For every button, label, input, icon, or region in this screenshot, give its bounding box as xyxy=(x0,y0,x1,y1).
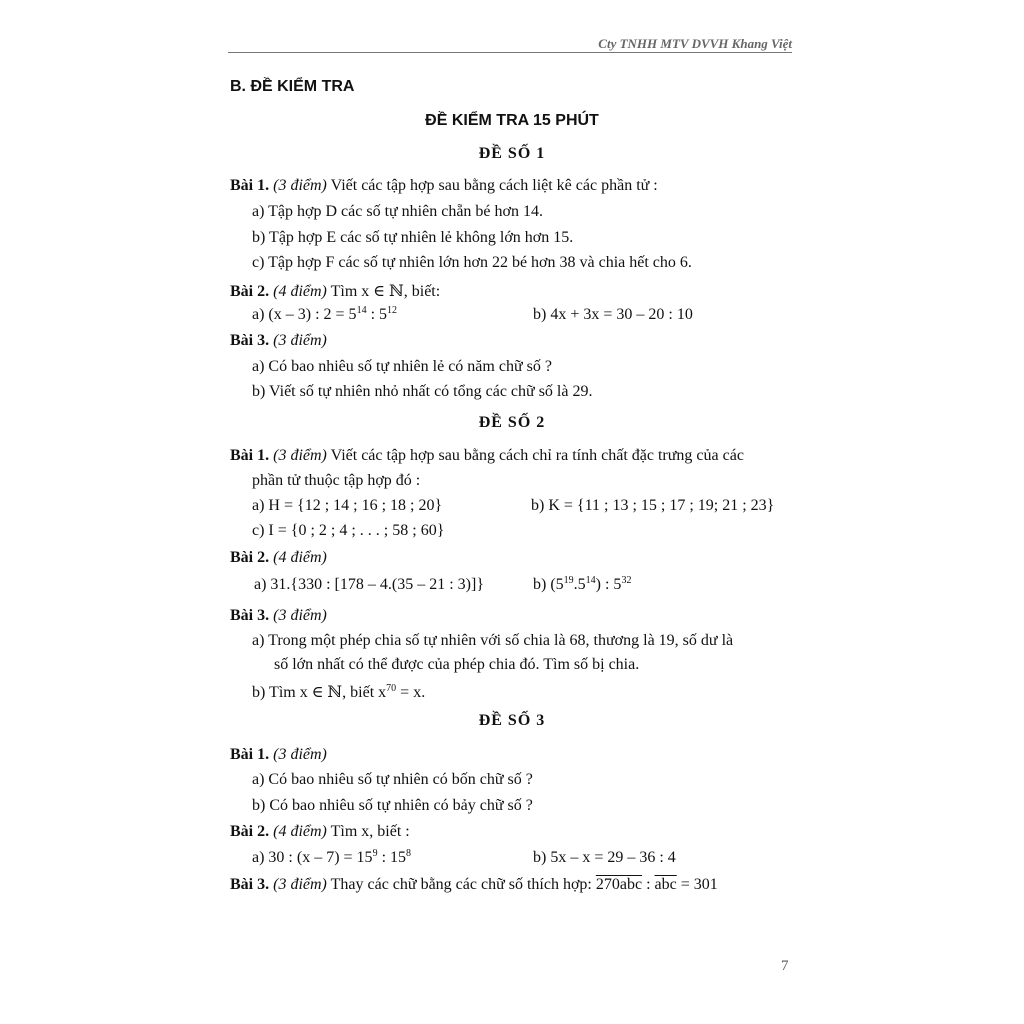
de2-bai1-text: Viết các tập hợp sau bằng cách chỉ ra tính chất đặc trưng của các xyxy=(330,447,744,464)
de1-bai1-a: a) Tập hợp D các số tự nhiên chẵn bé hơn 14. xyxy=(252,203,543,220)
de3-bai1-b: b) Có bao nhiêu số tự nhiên có bảy chữ số ? xyxy=(252,797,533,814)
de2-bai1-c: c) I = {0 ; 2 ; 4 ; . . . ; 58 ; 60} xyxy=(252,522,445,539)
de2-bai3-b xyxy=(252,682,425,702)
de3-bai2-b: b) 5x – x = 29 – 36 : 4 xyxy=(533,849,676,866)
de2-bai1-text2: phần tử thuộc tập hợp đó : xyxy=(252,472,421,489)
de3-bai2-a xyxy=(252,849,411,867)
de1-bai2-points: (4 điểm) xyxy=(273,283,327,300)
de1-bai1-c: c) Tập hợp F các số tự nhiên lớn hơn 22 bé hơn 38 và chia hết cho 6. xyxy=(252,254,692,271)
section-title: B. ĐỀ KIỂM TRA xyxy=(230,78,355,95)
de3-bai1-a: a) Có bao nhiêu số tự nhiên có bốn chữ số ? xyxy=(252,771,533,788)
de3-bai2-text: Tìm x, biết : xyxy=(330,823,410,840)
de3-bai1-label: Bài 1. xyxy=(230,746,270,763)
de1-bai1 xyxy=(230,177,658,195)
de1-bai2-text: Tìm x ∈ ℕ, biết: xyxy=(330,283,441,300)
page-number: 7 xyxy=(781,958,789,974)
de1-bai1-b: b) Tập hợp E các số tự nhiên lẻ không lớn hơn 15. xyxy=(252,229,574,246)
de3-bai3-points: (3 điểm) xyxy=(273,876,327,893)
de3-bai2-a-pre: a) 30 : (x – 7) = 15 xyxy=(252,849,373,866)
de1-bai2-a-pre: a) (x – 3) : 2 = 5 xyxy=(252,306,357,323)
de3-bai2 xyxy=(230,823,410,841)
de2-bai2 xyxy=(230,549,327,567)
de2-bai1-label: Bài 1. xyxy=(230,447,270,464)
de3-bai3-num2: $\overline{abc}$ xyxy=(654,876,677,893)
de3-bai1-points: (3 điểm) xyxy=(273,746,327,763)
de3-bai3-eq: = 301 xyxy=(676,876,718,893)
de2-bai2-b-e2: 14 xyxy=(585,575,596,586)
de3-bai2-a-exp2: 8 xyxy=(406,848,412,859)
de1-bai2-b: b) 4x + 3x = 30 – 20 : 10 xyxy=(533,306,693,323)
de2-bai2-b-post: ) : 5 xyxy=(595,576,622,593)
de3-bai3 xyxy=(230,876,718,894)
de2-bai2-a: a) 31.{330 : [178 – 4.(35 – 21 : 3)]} xyxy=(254,576,484,593)
de3-bai3-num1: 270abc xyxy=(595,876,643,893)
de2-bai1-b: b) K = {11 ; 13 ; 15 ; 17 ; 19; 21 ; 23} xyxy=(531,497,775,514)
de2-title: ĐỀ SỐ 2 xyxy=(478,414,546,431)
de2-bai2-label: Bài 2. xyxy=(230,549,270,566)
de1-bai1-text: Viết các tập hợp sau bằng cách liệt kê các phần tử : xyxy=(330,177,658,194)
de3-title: ĐỀ SỐ 3 xyxy=(478,712,546,729)
de3-bai2-label: Bài 2. xyxy=(230,823,270,840)
de1-bai3-b: b) Viết số tự nhiên nhỏ nhất có tổng các chữ số là 29. xyxy=(252,383,593,400)
de2-bai1 xyxy=(230,447,744,465)
de2-bai3-a: a) Trong một phép chia số tự nhiên với số chia là 68, thương là 19, số dư là xyxy=(252,632,734,649)
de1-bai2 xyxy=(230,281,440,301)
de2-bai2-b-pre: b) (5 xyxy=(533,576,564,593)
de1-bai3-label: Bài 3. xyxy=(230,332,270,349)
de3-bai3-text: Thay các chữ bằng các chữ số thích hợp: xyxy=(330,876,592,893)
de2-bai3-b-exp: 70 xyxy=(386,683,397,694)
de1-bai2-a-mid: : 5 xyxy=(366,306,388,323)
de1-title: ĐỀ SỐ 1 xyxy=(478,145,546,162)
de1-bai1-points: (3 điểm) xyxy=(273,177,327,194)
de2-bai1-points: (3 điểm) xyxy=(273,447,327,464)
de2-bai3-b-pre: b) Tìm x ∈ ℕ, biết x xyxy=(252,684,387,701)
de1-bai3-points: (3 điểm) xyxy=(273,332,327,349)
de2-bai2-b-e1: 19 xyxy=(563,575,574,586)
de3-bai2-points: (4 điểm) xyxy=(273,823,327,840)
de2-bai3-a2: số lớn nhất có thể được của phép chia đó. Tìm số bị chia. xyxy=(274,656,640,673)
de3-bai1 xyxy=(230,746,327,764)
de3-bai3-label: Bài 3. xyxy=(230,876,270,893)
de2-bai3-label: Bài 3. xyxy=(230,607,270,624)
de1-bai1-label: Bài 1. xyxy=(230,177,270,194)
de2-bai2-b xyxy=(533,576,631,594)
de2-bai2-b-mid: .5 xyxy=(573,576,586,593)
de2-bai3-b-post: = x. xyxy=(396,684,426,701)
de1-bai2-a-exp2: 12 xyxy=(387,305,398,316)
de2-bai3-points: (3 điểm) xyxy=(273,607,327,624)
de3-bai3-sep: : xyxy=(642,876,655,893)
de1-bai2-a xyxy=(252,306,397,324)
de2-bai2-b-e3: 32 xyxy=(621,575,632,586)
de3-bai2-a-exp1: 9 xyxy=(372,848,378,859)
de1-bai3 xyxy=(230,332,327,350)
de3-bai2-a-mid: : 15 xyxy=(377,849,407,866)
de2-bai3 xyxy=(230,607,327,625)
header-rule xyxy=(228,52,792,53)
header-publisher: Cty TNHH MTV DVVH Khang Việt xyxy=(598,36,792,51)
de1-bai2-a-exp1: 14 xyxy=(356,305,367,316)
de1-bai2-label: Bài 2. xyxy=(230,283,270,300)
de1-bai3-a: a) Có bao nhiêu số tự nhiên lẻ có năm chữ số ? xyxy=(252,358,552,375)
exam-title: ĐỀ KIỂM TRA 15 PHÚT xyxy=(425,112,599,129)
de2-bai1-a: a) H = {12 ; 14 ; 16 ; 18 ; 20} xyxy=(252,497,443,514)
de2-bai2-points: (4 điểm) xyxy=(273,549,327,566)
